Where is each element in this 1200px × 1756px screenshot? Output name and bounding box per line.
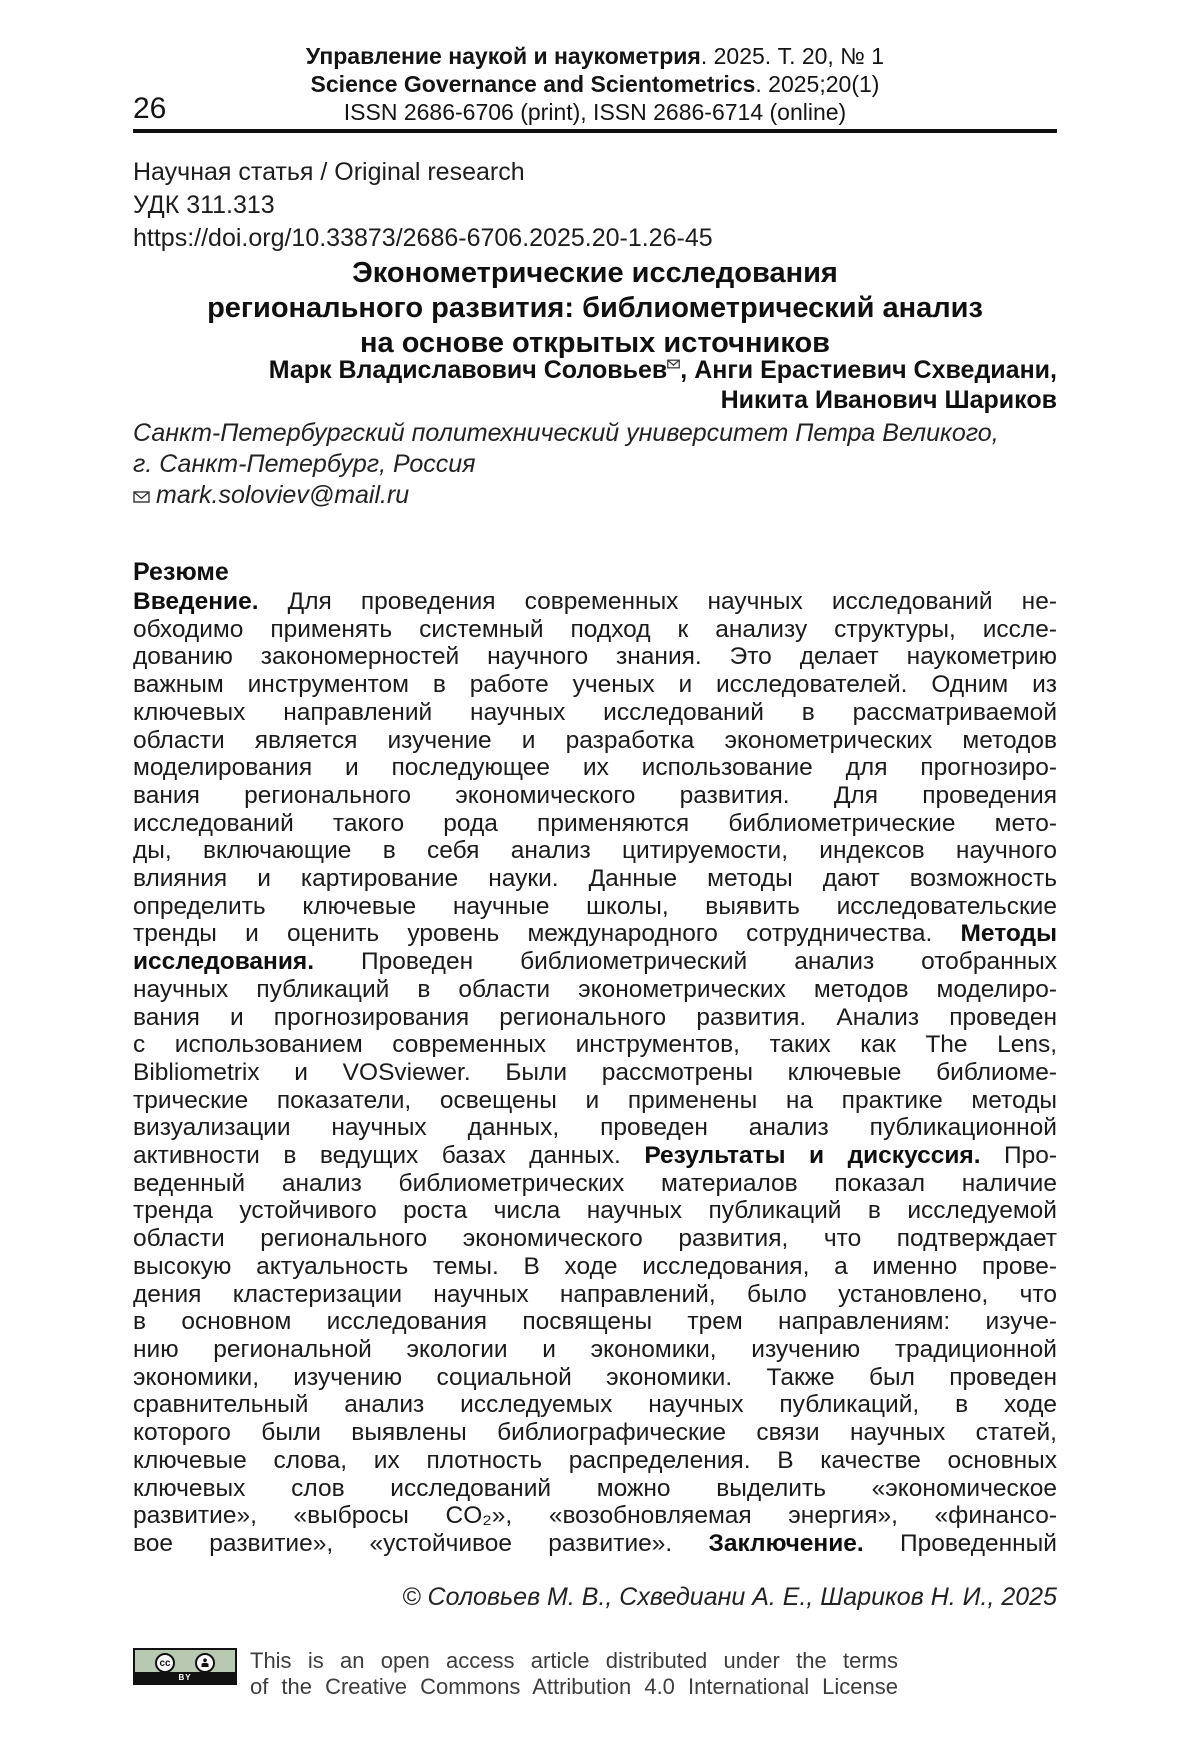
abstract-line: визуализации научных данных, проведен анализ публикационной [133, 1114, 1057, 1142]
abstract-line: дованию закономерностей научного знания. Это делает наукометрию [133, 643, 1057, 671]
license-text [250, 1648, 898, 1700]
abstract-line: нию региональной экологии и экономики, изучению традиционной [133, 1335, 1057, 1363]
udc-code: УДК 311.313 [133, 191, 275, 219]
article-type: Научная статья / Original research [133, 158, 525, 186]
abstract-line: трические показатели, освещены и применены на практике методы [133, 1086, 1057, 1114]
authors-rest: , Анги Ерастиевич Схведиани, [680, 356, 1057, 384]
header-rule [133, 129, 1057, 133]
abstract-section [133, 557, 1057, 1558]
abstract-line: которого были выявлены библиографические связи научных статей, [133, 1419, 1057, 1447]
abstract-body [133, 588, 1057, 1558]
author-name: Марк Владиславович Соловьев [268, 356, 668, 384]
page-number: 26 [133, 92, 167, 125]
abstract-line: ключевые слова, их плотность распределения. В качестве основных [133, 1446, 1057, 1474]
authors-block [133, 355, 1057, 415]
license-footer [133, 1648, 1057, 1700]
journal-title-ru-rest: . 2025. Т. 20, № 1 [700, 43, 885, 69]
email-row [133, 480, 1057, 511]
abstract-line: важным инструментом в работе ученых и исследователей. Одним из [133, 671, 1057, 699]
abstract-line: с использованием современных инструментов, таких как The Lens, [133, 1031, 1057, 1059]
authors-line-1 [133, 355, 1057, 385]
journal-header [133, 42, 1057, 126]
abstract-line: вое развитие», «устойчивое развитие». Заключение. Проведенный [133, 1529, 1057, 1557]
abstract-line: экономики, изучению социальной экономики. Также был проведен [133, 1363, 1057, 1391]
journal-title-ru [133, 42, 1057, 70]
cc-badge-label: BY [135, 1672, 235, 1683]
abstract-line: обходимо применять системный подход к анализу структуры, иссле- [133, 615, 1057, 643]
abstract-heading: Резюме [133, 558, 229, 586]
license-line-1: This is an open access article distributed under the terms [250, 1648, 898, 1673]
abstract-line: вания регионального экономического развития. Для проведения [133, 781, 1057, 809]
article-title-line: Эконометрические исследования [352, 257, 838, 289]
issn-line: ISSN 2686-6706 (print), ISSN 2686-6714 (online) [343, 99, 847, 125]
abstract-line: в основном исследования посвящены трем направлениям: изуче- [133, 1308, 1057, 1336]
journal-title-en-bold: Science Governance and Scientometrics [310, 71, 756, 97]
abstract-line: высокую актуальность темы. В ходе исследования, а именно прове- [133, 1252, 1057, 1280]
article-title [133, 256, 1057, 361]
abstract-line: определить ключевые научные школы, выявить исследовательские [133, 892, 1057, 920]
cc-badge-icons [135, 1650, 235, 1672]
abstract-line: Bibliometrix и VOSviewer. Были рассмотрены ключевые библиоме- [133, 1058, 1057, 1086]
journal-title-en-rest: . 2025;20(1) [755, 71, 880, 97]
cc-logo-icon: cc [155, 1653, 175, 1673]
affiliation-block [133, 418, 1057, 511]
abstract-line: веденный анализ библиометрических материалов показал наличие [133, 1169, 1057, 1197]
license-line-2: of the Creative Commons Attribution 4.0 International License [250, 1674, 898, 1699]
abstract-line: исследования. Проведен библиометрический анализ отобранных [133, 948, 1057, 976]
abstract-line: сравнительный анализ исследуемых научных публикаций, в ходе [133, 1391, 1057, 1419]
abstract-line: ключевых направлений научных исследований в рассматриваемой [133, 698, 1057, 726]
abstract-line: развитие», «выбросы CO₂», «возобновляемая энергия», «финансо- [133, 1502, 1057, 1530]
abstract-line: научных публикаций в области эконометрических методов моделиро- [133, 975, 1057, 1003]
copyright-line: © Соловьев М. В., Схведиани А. Е., Шариков Н. И., 2025 [402, 1583, 1057, 1611]
article-title-line: регионального развития: библиометрический анализ [207, 292, 983, 324]
person-icon [195, 1653, 215, 1673]
journal-title-en [133, 70, 1057, 98]
abstract-line: активности в ведущих базах данных. Результаты и дискуссия. Про- [133, 1142, 1058, 1170]
abstract-line: области является изучение и разработка эконометрических методов [133, 726, 1057, 754]
abstract-line: исследований такого рода применяются библиометрические мето- [133, 809, 1057, 837]
abstract-line: Введение. Для проведения современных научных исследований не- [133, 588, 1057, 615]
envelope-icon [667, 351, 680, 374]
affiliation-line-2: г. Санкт-Петербург, Россия [133, 450, 476, 478]
abstract-line: влияния и картирование науки. Данные методы дают возможность [133, 865, 1057, 893]
cc-by-badge[interactable] [133, 1648, 237, 1685]
abstract-line: вания и прогнозирования регионального развития. Анализ проведен [133, 1003, 1057, 1031]
abstract-line: ды, включающие в себя анализ цитируемости, индексов научного [133, 837, 1057, 865]
journal-title-ru-bold: Управление наукой и наукометрия [305, 43, 701, 69]
abstract-line: ключевых слов исследований можно выделить «экономическое [133, 1474, 1057, 1502]
article-title-line: на основе открытых источников [360, 327, 830, 359]
abstract-line: тренды и оценить уровень международного сотрудничества. Методы [133, 920, 1057, 948]
email-link[interactable]: mark.soloviev@mail.ru [156, 481, 410, 509]
article-meta [133, 156, 1057, 255]
abstract-line: дения кластеризации научных направлений, было установлено, что [133, 1280, 1057, 1308]
doi-link[interactable]: https://doi.org/10.33873/2686-6706.2025.20-1.26-45 [133, 224, 713, 252]
abstract-line: области регионального экономического развития, что подтверждает [133, 1225, 1057, 1253]
abstract-line: тренда устойчивого роста числа научных публикаций в исследуемой [133, 1197, 1057, 1225]
abstract-line: моделирования и последующее их использование для прогнозиро- [133, 754, 1057, 782]
affiliation-line-1: Санкт-Петербургский политехнический университет Петра Великого, [133, 419, 999, 447]
authors-line-2: Никита Иванович Шариков [720, 386, 1057, 414]
envelope-icon [133, 481, 156, 509]
